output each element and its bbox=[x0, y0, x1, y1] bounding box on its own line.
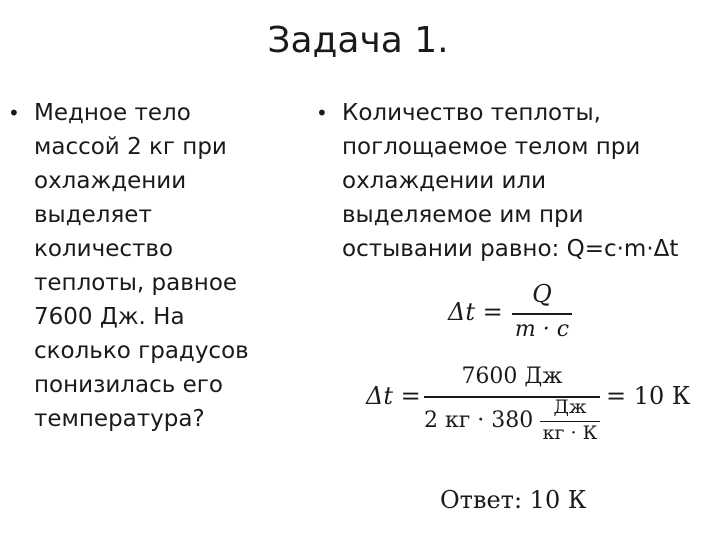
formula-lhs: Δt = bbox=[366, 382, 421, 410]
formula-lhs: Δt = bbox=[448, 298, 503, 326]
theory-line: остывании равно: Q=c·m·Δt bbox=[342, 236, 679, 262]
formula-numerator: Q bbox=[532, 280, 552, 308]
fraction-bar bbox=[512, 313, 572, 315]
bullet-icon: • bbox=[316, 101, 328, 125]
problem-line: 7600 Дж. На bbox=[34, 304, 185, 330]
problem-line: температура? bbox=[34, 406, 205, 432]
formula-numerator: 7600 Дж bbox=[461, 364, 563, 389]
problem-line: количество bbox=[34, 236, 174, 262]
answer-value: 10 К bbox=[529, 486, 587, 514]
problem-line: охлаждении bbox=[34, 168, 187, 194]
answer-label: Ответ: bbox=[440, 486, 523, 514]
formula-delta-t bbox=[448, 280, 578, 344]
problem-line: массой 2 кг при bbox=[34, 134, 227, 160]
problem-line: сколько градусов bbox=[34, 338, 249, 364]
problem-statement bbox=[8, 96, 278, 436]
theory-line: выделяемое им при bbox=[342, 202, 584, 228]
problem-line: выделяет bbox=[34, 202, 152, 228]
problem-line: понизилась его bbox=[34, 372, 223, 398]
slide-title: Задача 1. bbox=[267, 20, 449, 61]
formula-calculation bbox=[366, 360, 696, 450]
theory-statement bbox=[316, 96, 716, 266]
theory-line: охлаждении или bbox=[342, 168, 547, 194]
formula-denominator-left: 2 кг · 380 bbox=[424, 408, 534, 433]
problem-line: Медное тело bbox=[34, 100, 191, 126]
answer bbox=[440, 486, 586, 514]
formula-denominator: m · c bbox=[514, 317, 570, 342]
inner-denominator: кг · К bbox=[542, 422, 598, 444]
formula-result: = 10 К bbox=[606, 382, 691, 410]
problem-line: теплоты, равное bbox=[34, 270, 238, 296]
bullet-icon: • bbox=[8, 101, 20, 125]
inner-numerator: Дж bbox=[553, 396, 587, 418]
theory-line: Количество теплоты, bbox=[342, 100, 601, 126]
theory-line: поглощаемое телом при bbox=[342, 134, 641, 160]
